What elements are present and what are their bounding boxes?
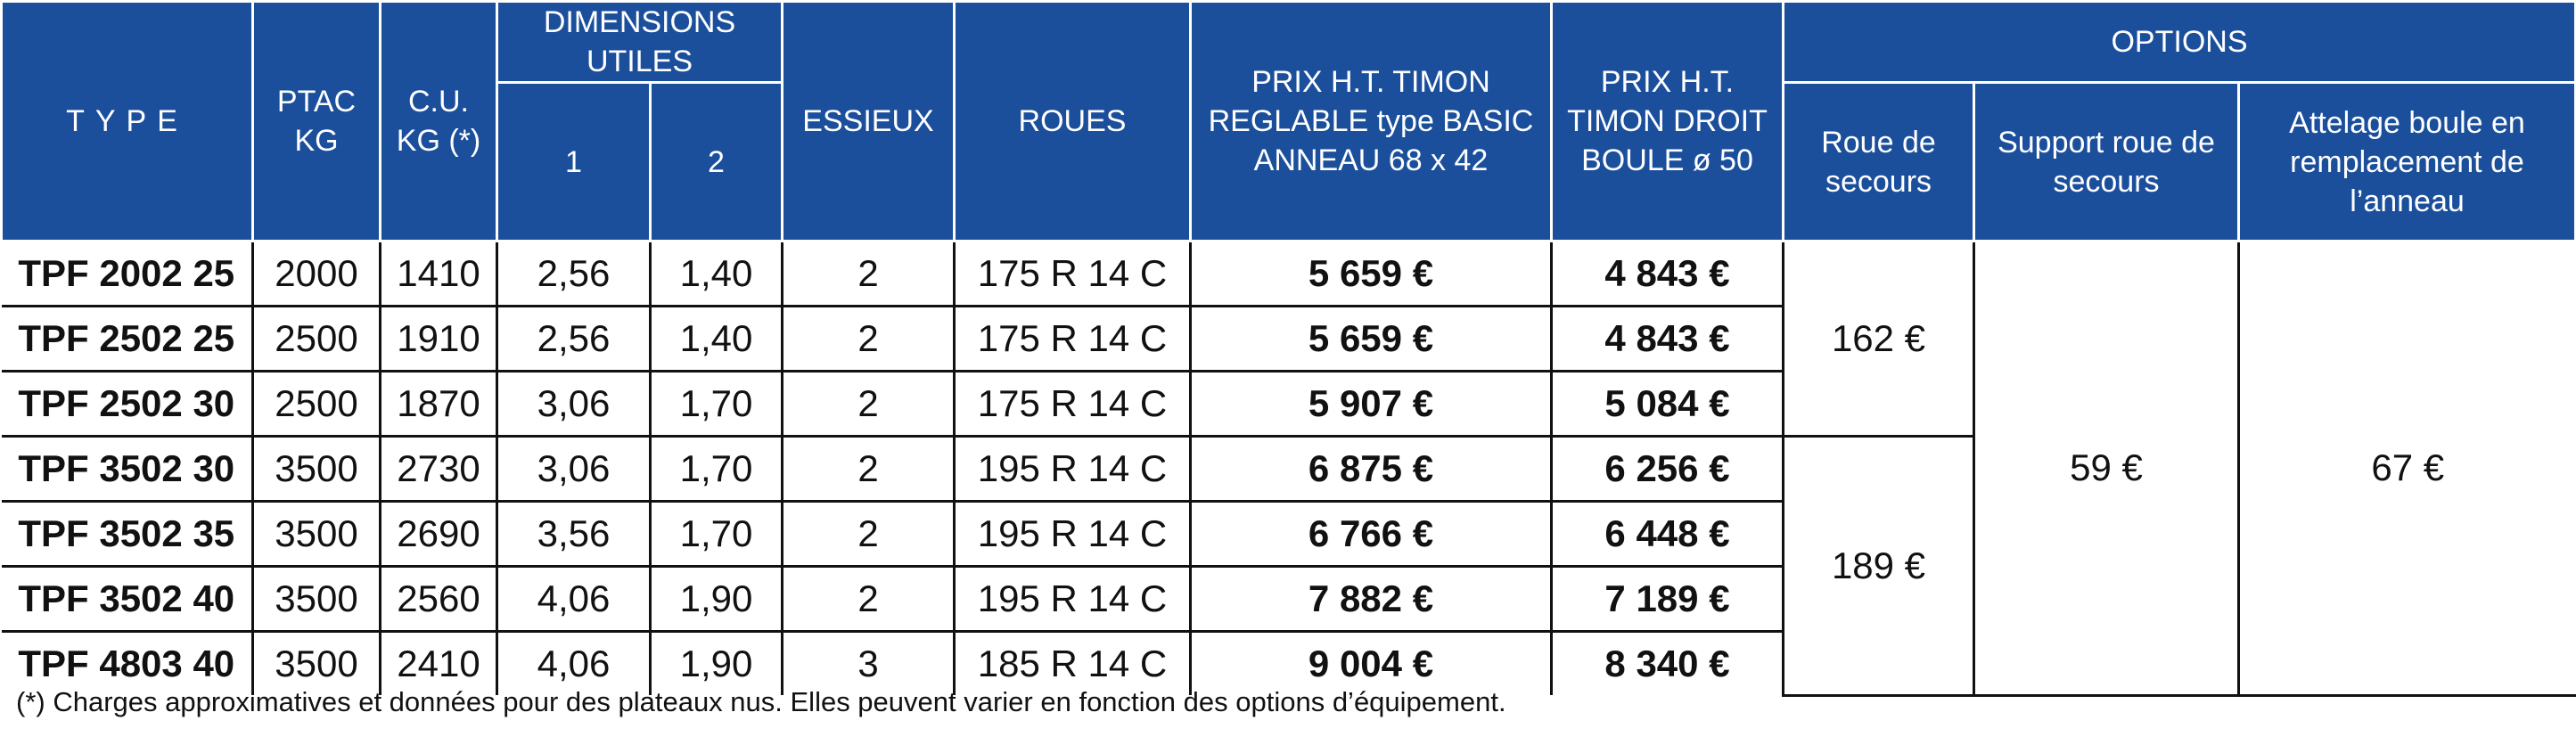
cell-essieux: 3	[783, 632, 955, 696]
cell-dim2: 1,90	[651, 632, 783, 696]
cell-dim2: 1,70	[651, 437, 783, 502]
cell-support-roue: 59 €	[1974, 242, 2239, 696]
cell-type: TPF 3502 35	[2, 502, 253, 567]
cell-type: TPF 3502 30	[2, 437, 253, 502]
cell-dim1: 3,06	[497, 372, 651, 437]
cell-cu: 1870	[381, 372, 497, 437]
header-attelage: Attelage boule en remplacement de l’anneau	[2239, 83, 2576, 242]
cell-type: TPF 3502 40	[2, 567, 253, 632]
cell-dim2: 1,40	[651, 242, 783, 307]
header-dim-2: 2	[651, 83, 783, 242]
cell-prix-reglable: 5 907 €	[1191, 372, 1552, 437]
cell-prix-reglable: 6 875 €	[1191, 437, 1552, 502]
header-ptac: PTAC KG	[253, 2, 381, 242]
cell-essieux: 2	[783, 567, 955, 632]
header-cu: C.U. KG (*)	[381, 2, 497, 242]
cell-dim1: 3,56	[497, 502, 651, 567]
header-dimensions: DIMENSIONS UTILES	[497, 2, 783, 83]
cell-type: TPF 2502 25	[2, 307, 253, 372]
cell-dim1: 3,06	[497, 437, 651, 502]
cell-dim2: 1,70	[651, 502, 783, 567]
cell-roues: 175 R 14 C	[955, 242, 1191, 307]
cell-ptac: 3500	[253, 567, 381, 632]
cell-dim2: 1,70	[651, 372, 783, 437]
cell-dim1: 2,56	[497, 242, 651, 307]
cell-prix-droit: 4 843 €	[1552, 242, 1784, 307]
header-roue-secours: Roue de secours	[1784, 83, 1974, 242]
header-essieux: ESSIEUX	[783, 2, 955, 242]
cell-prix-reglable: 9 004 €	[1191, 632, 1552, 696]
cell-prix-droit: 6 448 €	[1552, 502, 1784, 567]
cell-dim1: 4,06	[497, 632, 651, 696]
cell-essieux: 2	[783, 502, 955, 567]
table-row	[2, 242, 2576, 307]
cell-cu: 2410	[381, 632, 497, 696]
cell-dim1: 2,56	[497, 307, 651, 372]
cell-cu: 2690	[381, 502, 497, 567]
header-prix-droit: PRIX H.T. TIMON DROIT BOULE ø 50	[1552, 2, 1784, 242]
cell-type: TPF 2002 25	[2, 242, 253, 307]
cell-roues: 175 R 14 C	[955, 307, 1191, 372]
cell-roues: 195 R 14 C	[955, 502, 1191, 567]
header-prix-reglable: PRIX H.T. TIMON REGLABLE type BASIC ANNEAU 68 x 42	[1191, 2, 1552, 242]
cell-prix-droit: 6 256 €	[1552, 437, 1784, 502]
cell-prix-reglable: 5 659 €	[1191, 307, 1552, 372]
cell-attelage: 67 €	[2239, 242, 2576, 696]
header-options: OPTIONS	[1784, 2, 2576, 83]
cell-roues: 195 R 14 C	[955, 437, 1191, 502]
cell-essieux: 2	[783, 372, 955, 437]
cell-ptac: 3500	[253, 502, 381, 567]
footnote: (*) Charges approximatives et données pour des plateaux nus. Elles peuvent varier en fonction des options d’équipement.	[16, 686, 1506, 717]
cell-roues: 175 R 14 C	[955, 372, 1191, 437]
cell-prix-droit: 4 843 €	[1552, 307, 1784, 372]
cell-ptac: 3500	[253, 437, 381, 502]
header-type: TYPE	[2, 2, 253, 242]
cell-roue-secours: 162 €	[1784, 242, 1974, 437]
cell-prix-reglable: 5 659 €	[1191, 242, 1552, 307]
cell-ptac: 2000	[253, 242, 381, 307]
cell-prix-reglable: 6 766 €	[1191, 502, 1552, 567]
cell-prix-droit: 8 340 €	[1552, 632, 1784, 696]
cell-prix-droit: 5 084 €	[1552, 372, 1784, 437]
cell-ptac: 2500	[253, 307, 381, 372]
header-roues: ROUES	[955, 2, 1191, 242]
cell-cu: 2560	[381, 567, 497, 632]
cell-essieux: 2	[783, 437, 955, 502]
cell-roues: 185 R 14 C	[955, 632, 1191, 696]
cell-prix-reglable: 7 882 €	[1191, 567, 1552, 632]
cell-cu: 1910	[381, 307, 497, 372]
cell-cu: 1410	[381, 242, 497, 307]
cell-ptac: 3500	[253, 632, 381, 696]
cell-dim1: 4,06	[497, 567, 651, 632]
cell-essieux: 2	[783, 307, 955, 372]
header-dim-1: 1	[497, 83, 651, 242]
cell-roues: 195 R 14 C	[955, 567, 1191, 632]
cell-type: TPF 2502 30	[2, 372, 253, 437]
cell-dim2: 1,40	[651, 307, 783, 372]
cell-essieux: 2	[783, 242, 955, 307]
cell-cu: 2730	[381, 437, 497, 502]
cell-dim2: 1,90	[651, 567, 783, 632]
cell-ptac: 2500	[253, 372, 381, 437]
cell-prix-droit: 7 189 €	[1552, 567, 1784, 632]
header-support-roue: Support roue de secours	[1974, 83, 2239, 242]
cell-roue-secours: 189 €	[1784, 437, 1974, 696]
cell-type: TPF 4803 40	[2, 632, 253, 696]
